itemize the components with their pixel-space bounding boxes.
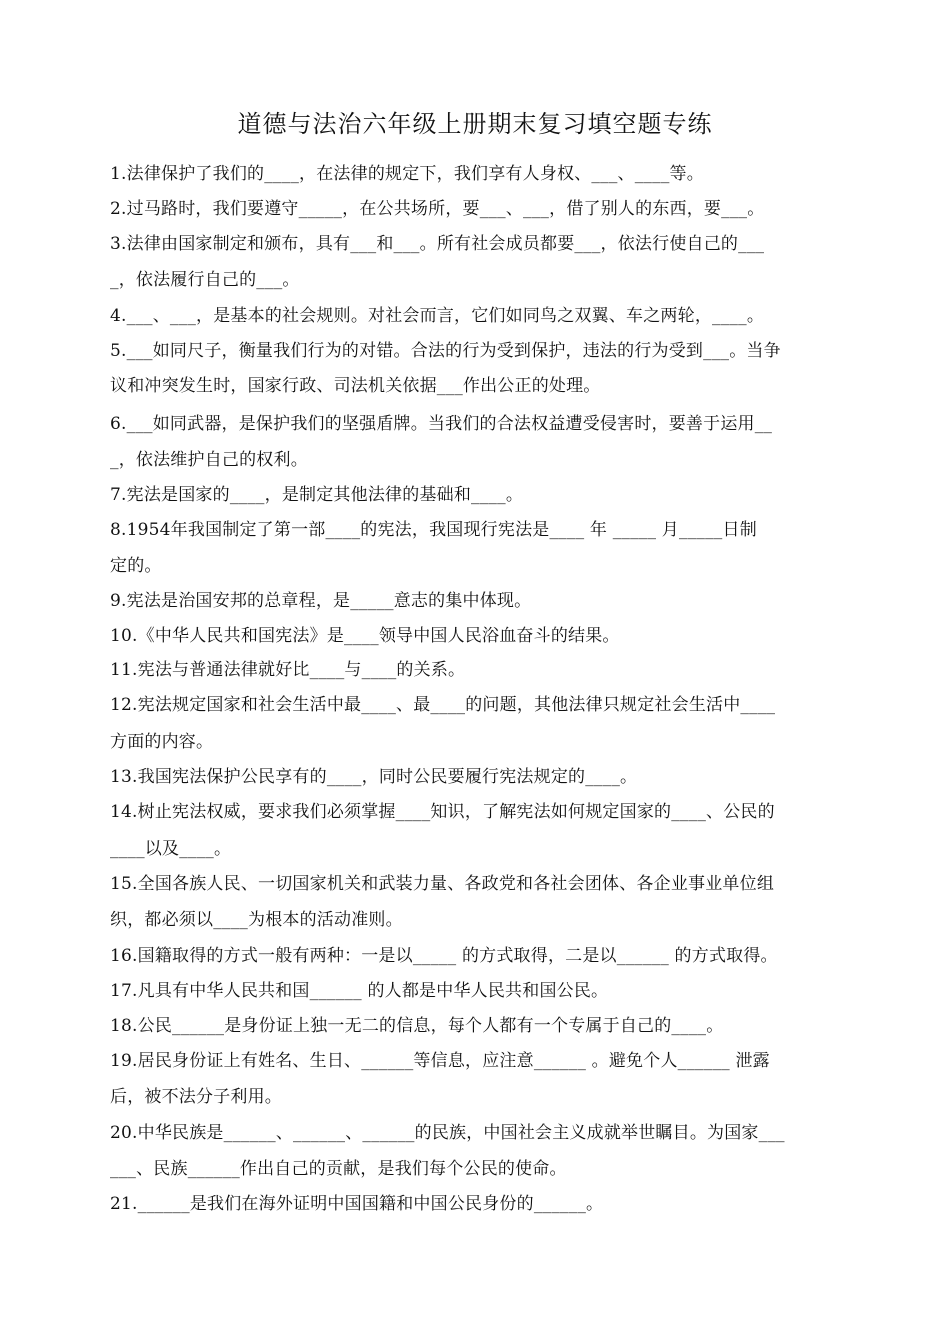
question-line: 5.___如同尺子，衡量我们行为的对错。合法的行为受到保护，违法的行为受到___。当争 [110,341,781,361]
question-line: 2.过马路时，我们要遵守_____，在公共场所，要___、___，借了别人的东西，要___。 [110,199,765,219]
question-line: 13.我国宪法保护公民享有的____，同时公民要履行宪法规定的____。 [110,767,638,787]
question-line: 21.______是我们在海外证明中国国籍和中国公民身份的______。 [110,1194,604,1214]
question-line: 17.凡具有中华人民共和国______ 的人都是中华人民共和国公民。 [110,981,609,1001]
question-line: 7.宪法是国家的____，是制定其他法律的基础和____。 [110,485,524,505]
question-line: 11.宪法与普通法律就好比____与____的关系。 [110,660,466,680]
question-line: _，依法维护自己的权利。 [110,450,308,470]
question-line: 20.中华民族是______、______、______的民族，中国社会主义成就举世瞩目。为国家___ [110,1123,785,1143]
question-line: 议和冲突发生时，国家行政、司法机关依据___作出公正的处理。 [110,376,601,396]
question-line: 18.公民______是身份证上独一无二的信息，每个人都有一个专属于自己的____。 [110,1016,724,1036]
page-title: 道德与法治六年级上册期末复习填空题专练 [237,110,713,138]
question-line: 6.___如同武器，是保护我们的坚强盾牌。当我们的合法权益遭受侵害时，要善于运用__ [110,414,773,434]
question-line: _，依法履行自己的___。 [110,270,300,290]
question-line: 织，都必须以____为根本的活动准则。 [110,910,403,930]
question-line: ____以及____。 [110,839,232,859]
question-line: 14.树止宪法权威，要求我们必须掌握____知识，了解宪法如何规定国家的____、公民的 [110,802,775,822]
question-line: 4.___、___，是基本的社会规则。对社会而言，它们如同鸟之双翼、车之两轮，____。 [110,306,765,326]
question-line: 3.法律由国家制定和颁布，具有___和___。所有社会成员都要___，依法行使自己的___ [110,234,765,254]
question-line: 15.全国各族人民、一切国家机关和武装力量、各政党和各社会团体、各企业事业单位组 [110,874,775,894]
question-line: 方面的内容。 [110,732,214,752]
question-line: 16.国籍取得的方式一般有两种：一是以_____ 的方式取得，二是以______ 的方式取得。 [110,946,778,966]
question-line: 后，被不法分子利用。 [110,1087,282,1107]
question-line: 12.宪法规定国家和社会生活中最____、最____的问题，其他法律只规定社会生活中____ [110,695,776,715]
question-line: 10.《中华人民共和国宪法》是____领导中国人民浴血奋斗的结果。 [110,626,620,646]
question-line: 定的。 [110,556,162,576]
question-line: 8.1954年我国制定了第一部____的宪法，我国现行宪法是____ 年 _____ 月_____日制 [110,520,757,540]
question-line: 9.宪法是治国安邦的总章程，是_____意志的集中体现。 [110,591,532,611]
question-line: ___、民族______作出自己的贡献，是我们每个公民的使命。 [110,1159,567,1179]
question-line: 1.法律保护了我们的____，在法律的规定下，我们享有人身权、___、____等。 [110,164,704,184]
question-line: 19.居民身份证上有姓名、生日、______等信息，应注意______ 。避免个人______ 泄露 [110,1051,770,1071]
